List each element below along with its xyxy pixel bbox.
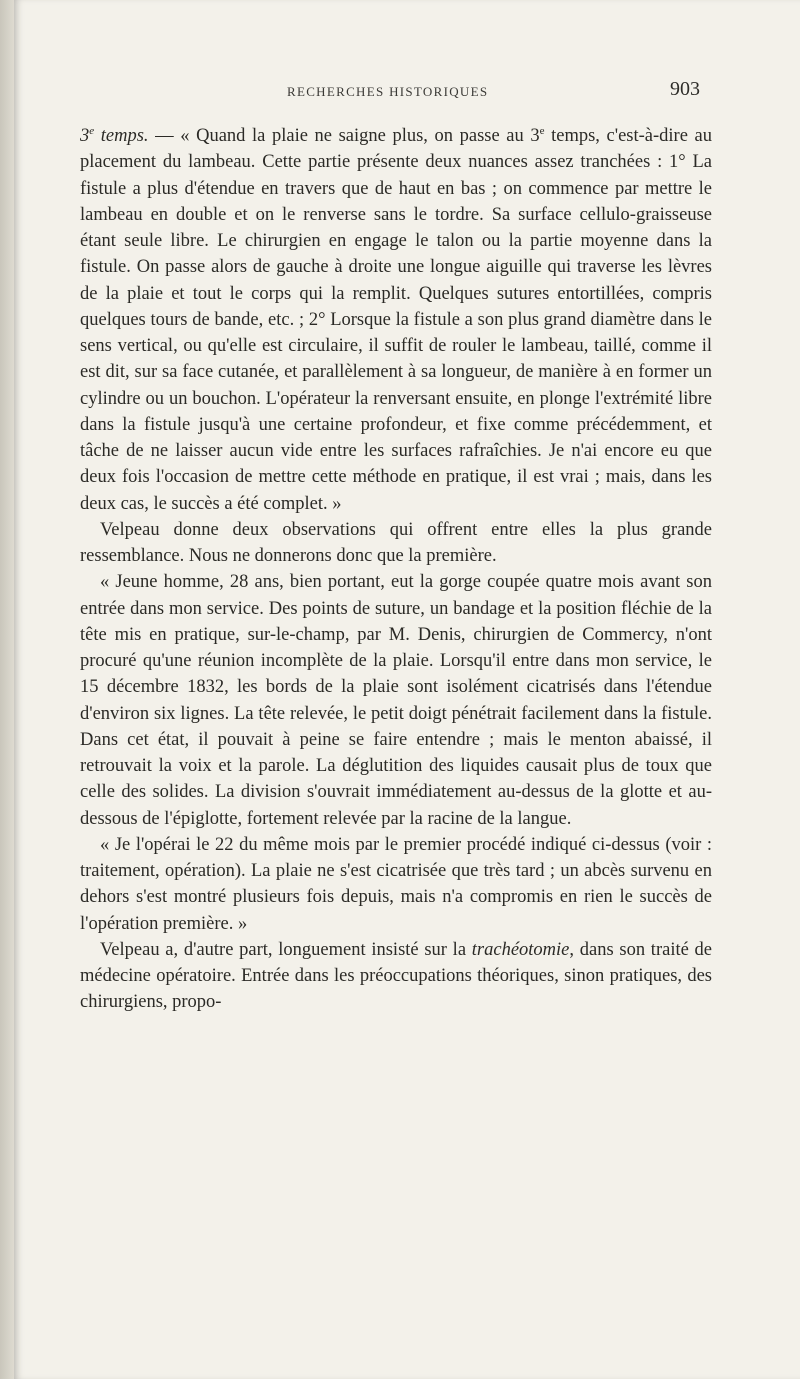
paragraph-1-text-b: temps, c'est-à-dire au placement du lambeau. Cette partie présente deux nuances assez tranchées : 1° La fistule a plus d'étendue en travers que de haut en bas ; on commence par mettre le lambeau en double et on le renverse sans le tordre. Sa surface cellulo-graisseuse étant seule libre. Le chirurgien en engage le talon ou la partie moyenne dans la fistule. On passe alors de gauche à droite une longue aiguille qui traverse les lèvres de la plaie et tout le corps qui la remplit. Quelques sutures entortillées, compris quelques tours de bande, etc. ; 2° Lorsque la fistule a son plus grand diamètre dans le sens vertical, ou qu'elle est circulaire, il suffit de rouler le lambeau, taillé, comme il est dit, sur sa face cutanée, et parallèlement à sa longueur, de manière à en former un cylindre ou un bouchon. L'opérateur la renversant ensuite, en plonge l'extrémité libre dans la fistule jusqu'à une certaine profondeur, et fixe comme précédemment, et tâche de ne laisser aucun vide entre les surfaces rafraîchies. Je n'ai encore eu que deux fois l'occasion de mettre cette méthode en pratique, il est vrai ; mais, dans les deux cas, le succès a été complet. »	[80, 126, 712, 514]
paragraph-5	[80, 937, 712, 1016]
section-lead	[80, 126, 149, 146]
running-header: RECHERCHES HISTORIQUES	[287, 84, 489, 99]
paragraph-3: « Jeune homme, 28 ans, bien portant, eut la gorge coupée quatre mois avant son entrée dans mon service. Des points de suture, un bandage et la position fléchie de la tête mis en pratique, sur-le-champ, par M. Denis, chirurgien de Commercy, n'ont procuré qu'une réunion incomplète de la plaie. Lorsqu'il entre dans mon service, le 15 décembre 1832, les bords de la plaie sont isolément cicatrisés dans l'étendue d'environ six lignes. La tête relevée, le petit doigt pénétrait facilement dans la fistule. Dans cet état, il pouvait à peine se faire entendre ; mais le menton abaissé, il retrouvait la voix et la parole. La déglutition des liquides causait plus de toux que celle des solides. La division s'ouvrait immédiatement au-dessus de la glotte et au-dessous de l'épiglotte, fortement relevée par la racine de la langue.	[80, 572, 712, 829]
paragraph-2: Velpeau donne deux observations qui offrent entre elles la plus grande ressemblance. Nous ne donnerons donc que la première.	[80, 519, 712, 566]
page-edge-shadow	[0, 0, 14, 1379]
paragraph-1-superscript: e	[539, 125, 545, 137]
paragraph-4: « Je l'opérai le 22 du même mois par le premier procédé indiqué ci-dessus (voir : traitement, opération). La plaie ne s'est cicatrisée que très tard ; un abcès survenu en dehors s'est montré plusieurs fois depuis, mais n'a compromis en rien le succès de l'opération première. »	[80, 834, 712, 934]
body-text	[80, 123, 712, 1016]
paragraph-5-text-b: , dans son traité de médecine opératoire. Entrée dans les préoccupations théoriques, sinon pratiques, des chirurgiens, propo-	[80, 939, 712, 1013]
section-lead-superscript: e	[89, 125, 95, 137]
paragraph-5-text-a: Velpeau a, d'autre part, longuement insisté sur la	[100, 939, 472, 960]
paragraph-1-text-a: — « Quand la plaie ne saigne plus, on passe au 3	[148, 126, 540, 146]
section-lead-word: temps.	[100, 126, 149, 146]
page-number: 903	[670, 78, 700, 100]
section-lead-number: 3	[80, 126, 90, 146]
paragraph-5-emphasis: trachéotomie	[471, 939, 570, 960]
paragraph-1	[80, 123, 712, 517]
